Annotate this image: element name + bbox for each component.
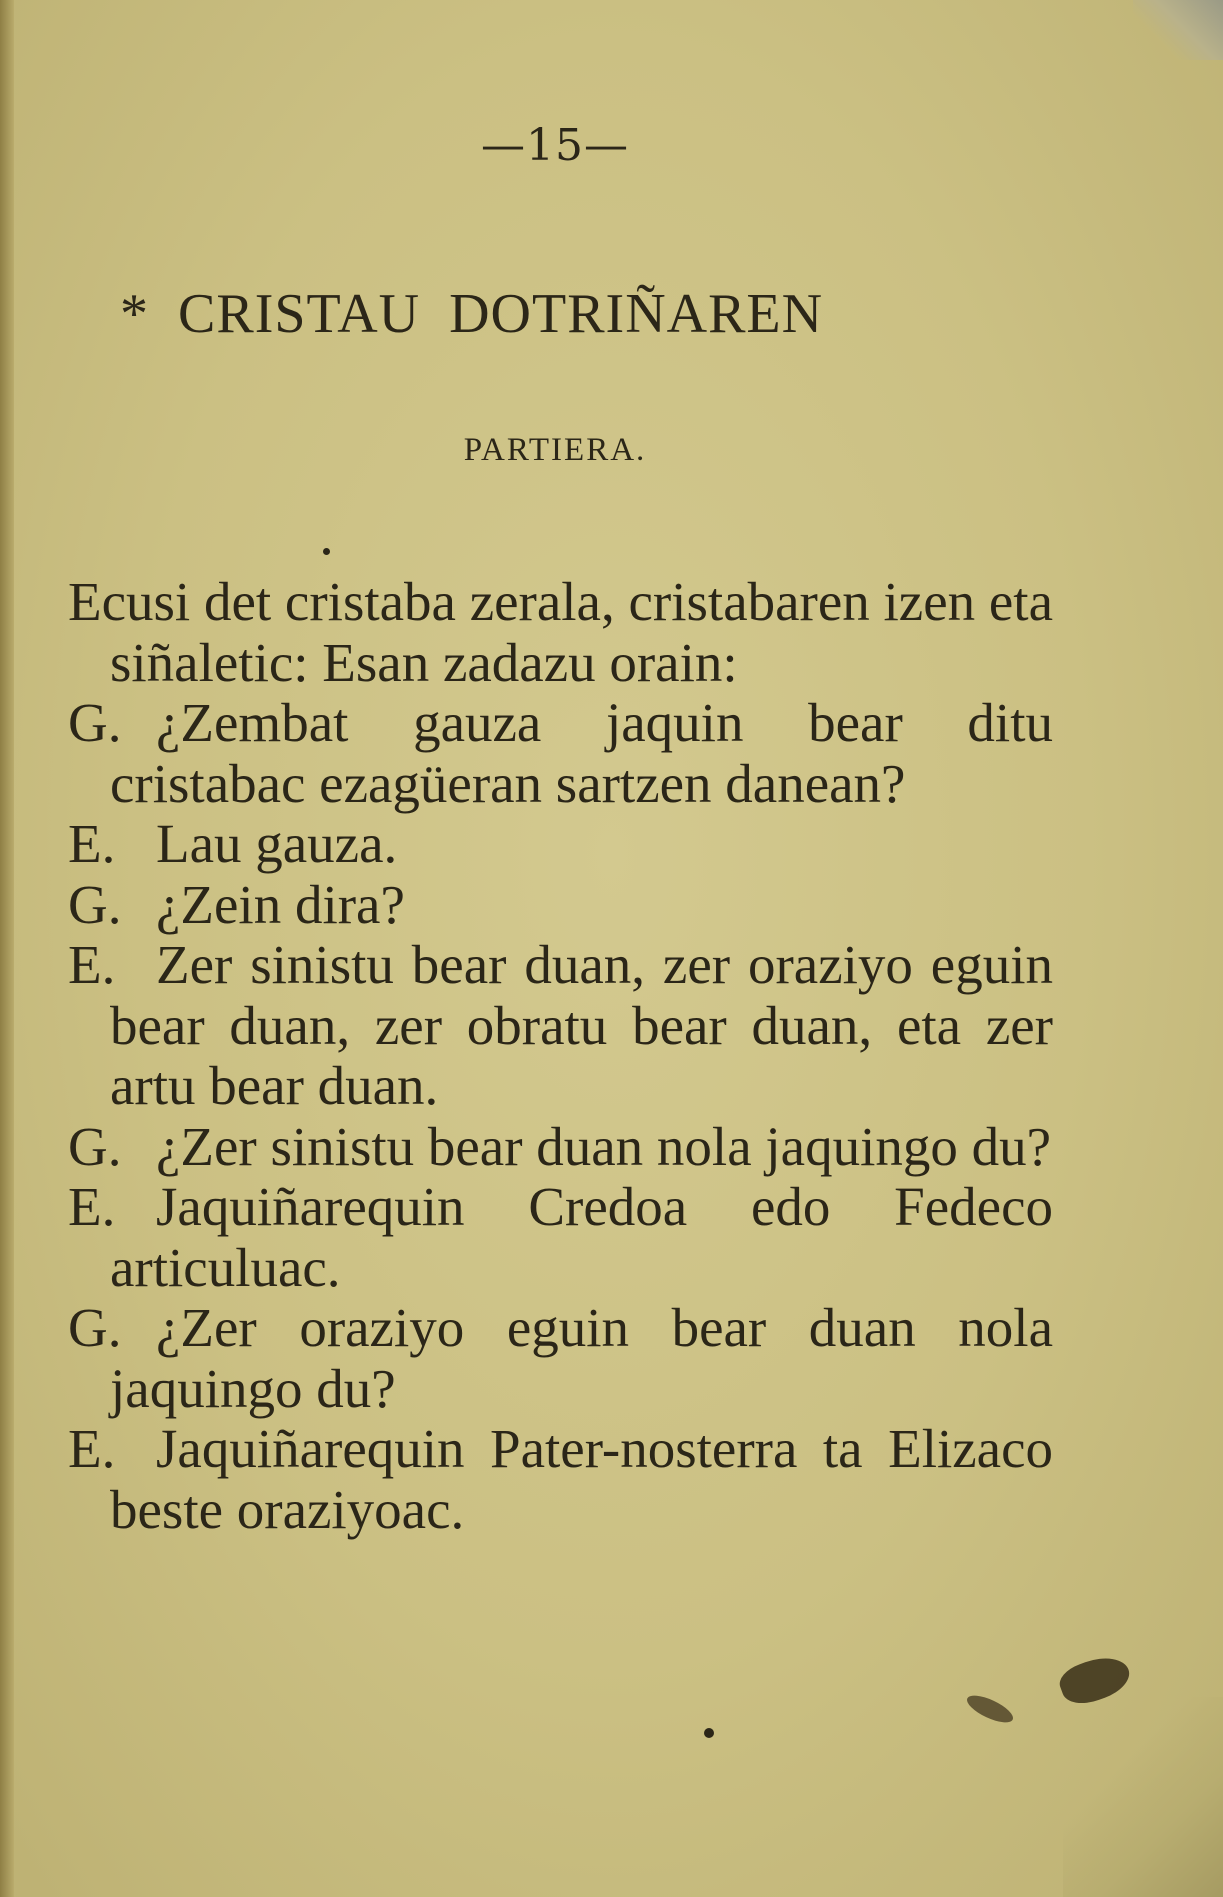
- page-edge-shadow: [0, 0, 14, 1897]
- chapter-title: * CRISTAU DOTRIÑAREN: [120, 283, 824, 345]
- speaker-label: G.: [68, 692, 122, 753]
- paragraph-text: Jaquiñarequin Pater-nosterra ta Elizaco beste oraziyoac.: [110, 1418, 1053, 1540]
- paragraph-text: Zer sinistu bear duan, zer oraziyo eguin bear duan, zer obratu bear duan, eta zer artu bear duan.: [110, 934, 1053, 1116]
- worn-corner-bottom: [1063, 1697, 1223, 1897]
- speaker-label: G.: [68, 1297, 122, 1358]
- speaker-label: E.: [68, 1176, 116, 1237]
- speaker-label: E.: [68, 1418, 116, 1479]
- paragraph-text: ¿Zer sinistu bear duan nola jaquingo du?: [156, 1115, 1052, 1177]
- paragraph-text: Jaquiñarequin Credoa edo Fedeco articuluac.: [110, 1176, 1053, 1298]
- catechism-text: [68, 572, 1053, 1540]
- paragraph-text: Ecusi det cristaba zerala, cristabaren izen eta siñaletic: Esan zadazu orain:: [68, 571, 1053, 693]
- paragraph-text: ¿Zein dira?: [156, 873, 405, 935]
- answer-paragraph: [68, 1177, 1053, 1298]
- paragraph-text: ¿Zer oraziyo eguin bear duan nola jaquingo du?: [110, 1297, 1053, 1419]
- paragraph-text: ¿Zembat gauza jaquin bear ditu cristabac ezagüeran sartzen danean?: [110, 692, 1053, 814]
- speaker-label: E.: [68, 934, 116, 995]
- answer-paragraph: [68, 935, 1053, 1117]
- page-number: —15—: [481, 120, 629, 171]
- speaker-label: G.: [68, 873, 122, 935]
- answer-paragraph: [68, 814, 1053, 875]
- ink-stain: [964, 1690, 1017, 1727]
- speaker-label: E.: [68, 813, 116, 874]
- question-paragraph: [68, 1298, 1053, 1419]
- paragraph-text: Lau gauza.: [156, 813, 398, 874]
- question-paragraph: [68, 1117, 1053, 1178]
- ink-dot: [704, 1728, 714, 1738]
- intro-paragraph: [68, 572, 1053, 693]
- worn-corner-top: [1133, 0, 1223, 60]
- question-paragraph: [68, 875, 1053, 936]
- answer-paragraph: [68, 1419, 1053, 1540]
- question-paragraph: [68, 693, 1053, 814]
- speaker-label: G.: [68, 1115, 122, 1177]
- ink-dot: [323, 548, 330, 555]
- chapter-subtitle: PARTIERA.: [463, 432, 647, 468]
